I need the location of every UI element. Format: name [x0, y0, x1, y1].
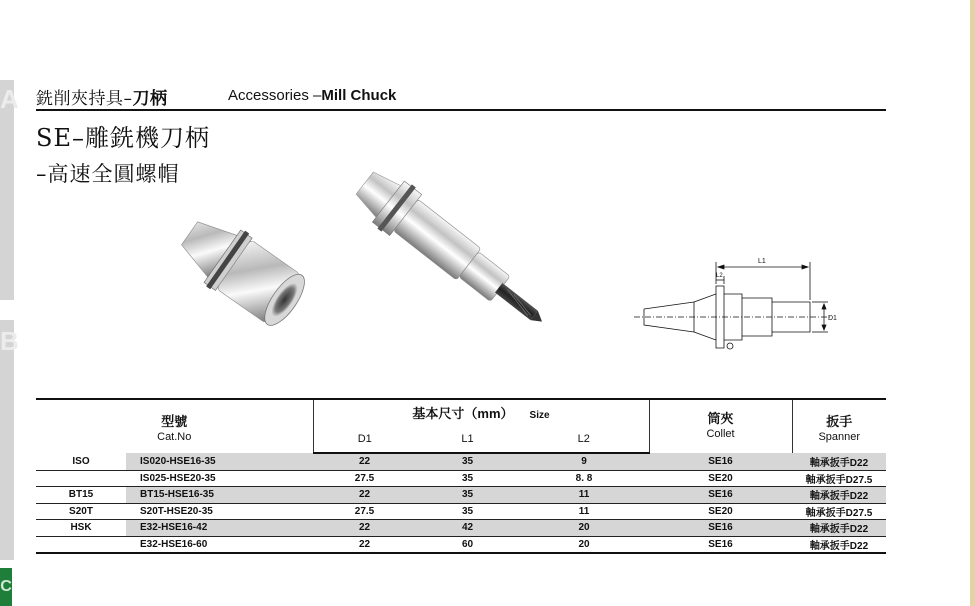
page-subtitle: –高速全圓螺帽	[36, 162, 180, 186]
dimension-drawing	[632, 250, 847, 365]
edge-letter-a: A	[0, 84, 19, 114]
edge-tab-green: C	[0, 568, 12, 606]
header-size-en: Size	[529, 409, 550, 421]
spec-table	[36, 398, 886, 554]
header-spanner-cn: 扳手	[826, 413, 853, 429]
cell-l2: 20	[519, 520, 649, 537]
cell-l2: 11	[519, 487, 649, 504]
cell-spanner: 軸承扳手D22	[792, 487, 886, 504]
cell-model: S20T-HSE20-35	[126, 503, 313, 520]
cell-d1: 27.5	[313, 470, 416, 487]
column-header-l2: L2	[519, 425, 649, 453]
cell-l2: 11	[519, 503, 649, 520]
cell-model: BT15-HSE16-35	[126, 487, 313, 504]
dimension-label-l1: L1	[758, 258, 766, 265]
cell-model: IS025-HSE20-35	[126, 470, 313, 487]
cell-collet: SE16	[649, 520, 792, 537]
column-header-spanner	[792, 399, 886, 453]
cell-l1: 35	[416, 453, 519, 470]
cell-l1: 60	[416, 536, 519, 553]
product-photo-chuck-short	[160, 200, 325, 340]
header-chinese	[36, 84, 168, 109]
section-header	[36, 82, 886, 108]
cell-d1: 22	[313, 520, 416, 537]
cell-spanner: 軸承扳手D22	[792, 520, 886, 537]
cell-d1: 22	[313, 536, 416, 553]
cell-model: E32-HSE16-60	[126, 536, 313, 553]
header-divider	[36, 109, 886, 111]
column-header-collet	[649, 399, 792, 453]
header-english	[228, 87, 396, 104]
cell-spanner: 軸承扳手D22	[792, 536, 886, 553]
column-header-d1: D1	[313, 425, 416, 453]
table-row	[36, 487, 886, 504]
cell-collet: SE16	[649, 536, 792, 553]
cell-collet: SE16	[649, 453, 792, 470]
cell-model: E32-HSE16-42	[126, 520, 313, 537]
header-size-cn: 基本尺寸（mm）	[412, 405, 514, 421]
header-collet-cn: 筒夾	[707, 411, 734, 426]
cell-l2: 9	[519, 453, 649, 470]
cell-collet: SE20	[649, 503, 792, 520]
cell-l1: 35	[416, 487, 519, 504]
header-en-prefix: Accessories –	[228, 87, 322, 104]
cell-spanner: 軸承扳手D22	[792, 453, 886, 470]
cell-category: ISO	[36, 453, 126, 470]
column-header-l1: L1	[416, 425, 519, 453]
cell-spanner: 軸承扳手D27.5	[792, 470, 886, 487]
header-spanner-en: Spanner	[818, 430, 861, 443]
cell-category: HSK	[36, 520, 126, 537]
column-header-size	[313, 399, 649, 425]
dimension-label-d1: D1	[828, 315, 837, 322]
cell-l2: 20	[519, 536, 649, 553]
table-row	[36, 470, 886, 487]
table-row	[36, 520, 886, 537]
header-collet-en: Collet	[706, 428, 735, 440]
dimension-label-l2: L2	[716, 273, 723, 279]
page-title: SE–雕銑機刀柄	[36, 124, 210, 152]
product-photo-chuck-long	[352, 180, 567, 345]
edge-letter-b: B	[0, 326, 19, 356]
cell-d1: 27.5	[313, 503, 416, 520]
cell-category	[36, 470, 126, 487]
right-edge-strip	[970, 0, 975, 606]
cell-category	[36, 536, 126, 553]
cell-l2: 8. 8	[519, 470, 649, 487]
table-row	[36, 503, 886, 520]
header-cn-prefix: 銑削夾持具–	[36, 89, 133, 109]
cell-spanner: 軸承扳手D27.5	[792, 503, 886, 520]
column-header-catno	[36, 399, 313, 453]
table-row	[36, 536, 886, 553]
cell-category: S20T	[36, 503, 126, 520]
cell-category: BT15	[36, 487, 126, 504]
header-catno-cn: 型號	[161, 413, 188, 429]
cell-collet: SE20	[649, 470, 792, 487]
header-catno-en: Cat.No	[157, 430, 192, 443]
cell-model: IS020-HSE16-35	[126, 453, 313, 470]
cell-l1: 42	[416, 520, 519, 537]
cell-l1: 35	[416, 470, 519, 487]
header-cn-strong: 刀柄	[132, 89, 168, 109]
table-row	[36, 453, 886, 470]
cell-l1: 35	[416, 503, 519, 520]
cell-d1: 22	[313, 487, 416, 504]
cell-d1: 22	[313, 453, 416, 470]
cell-collet: SE16	[649, 487, 792, 504]
header-en-strong: Mill Chuck	[321, 87, 397, 104]
